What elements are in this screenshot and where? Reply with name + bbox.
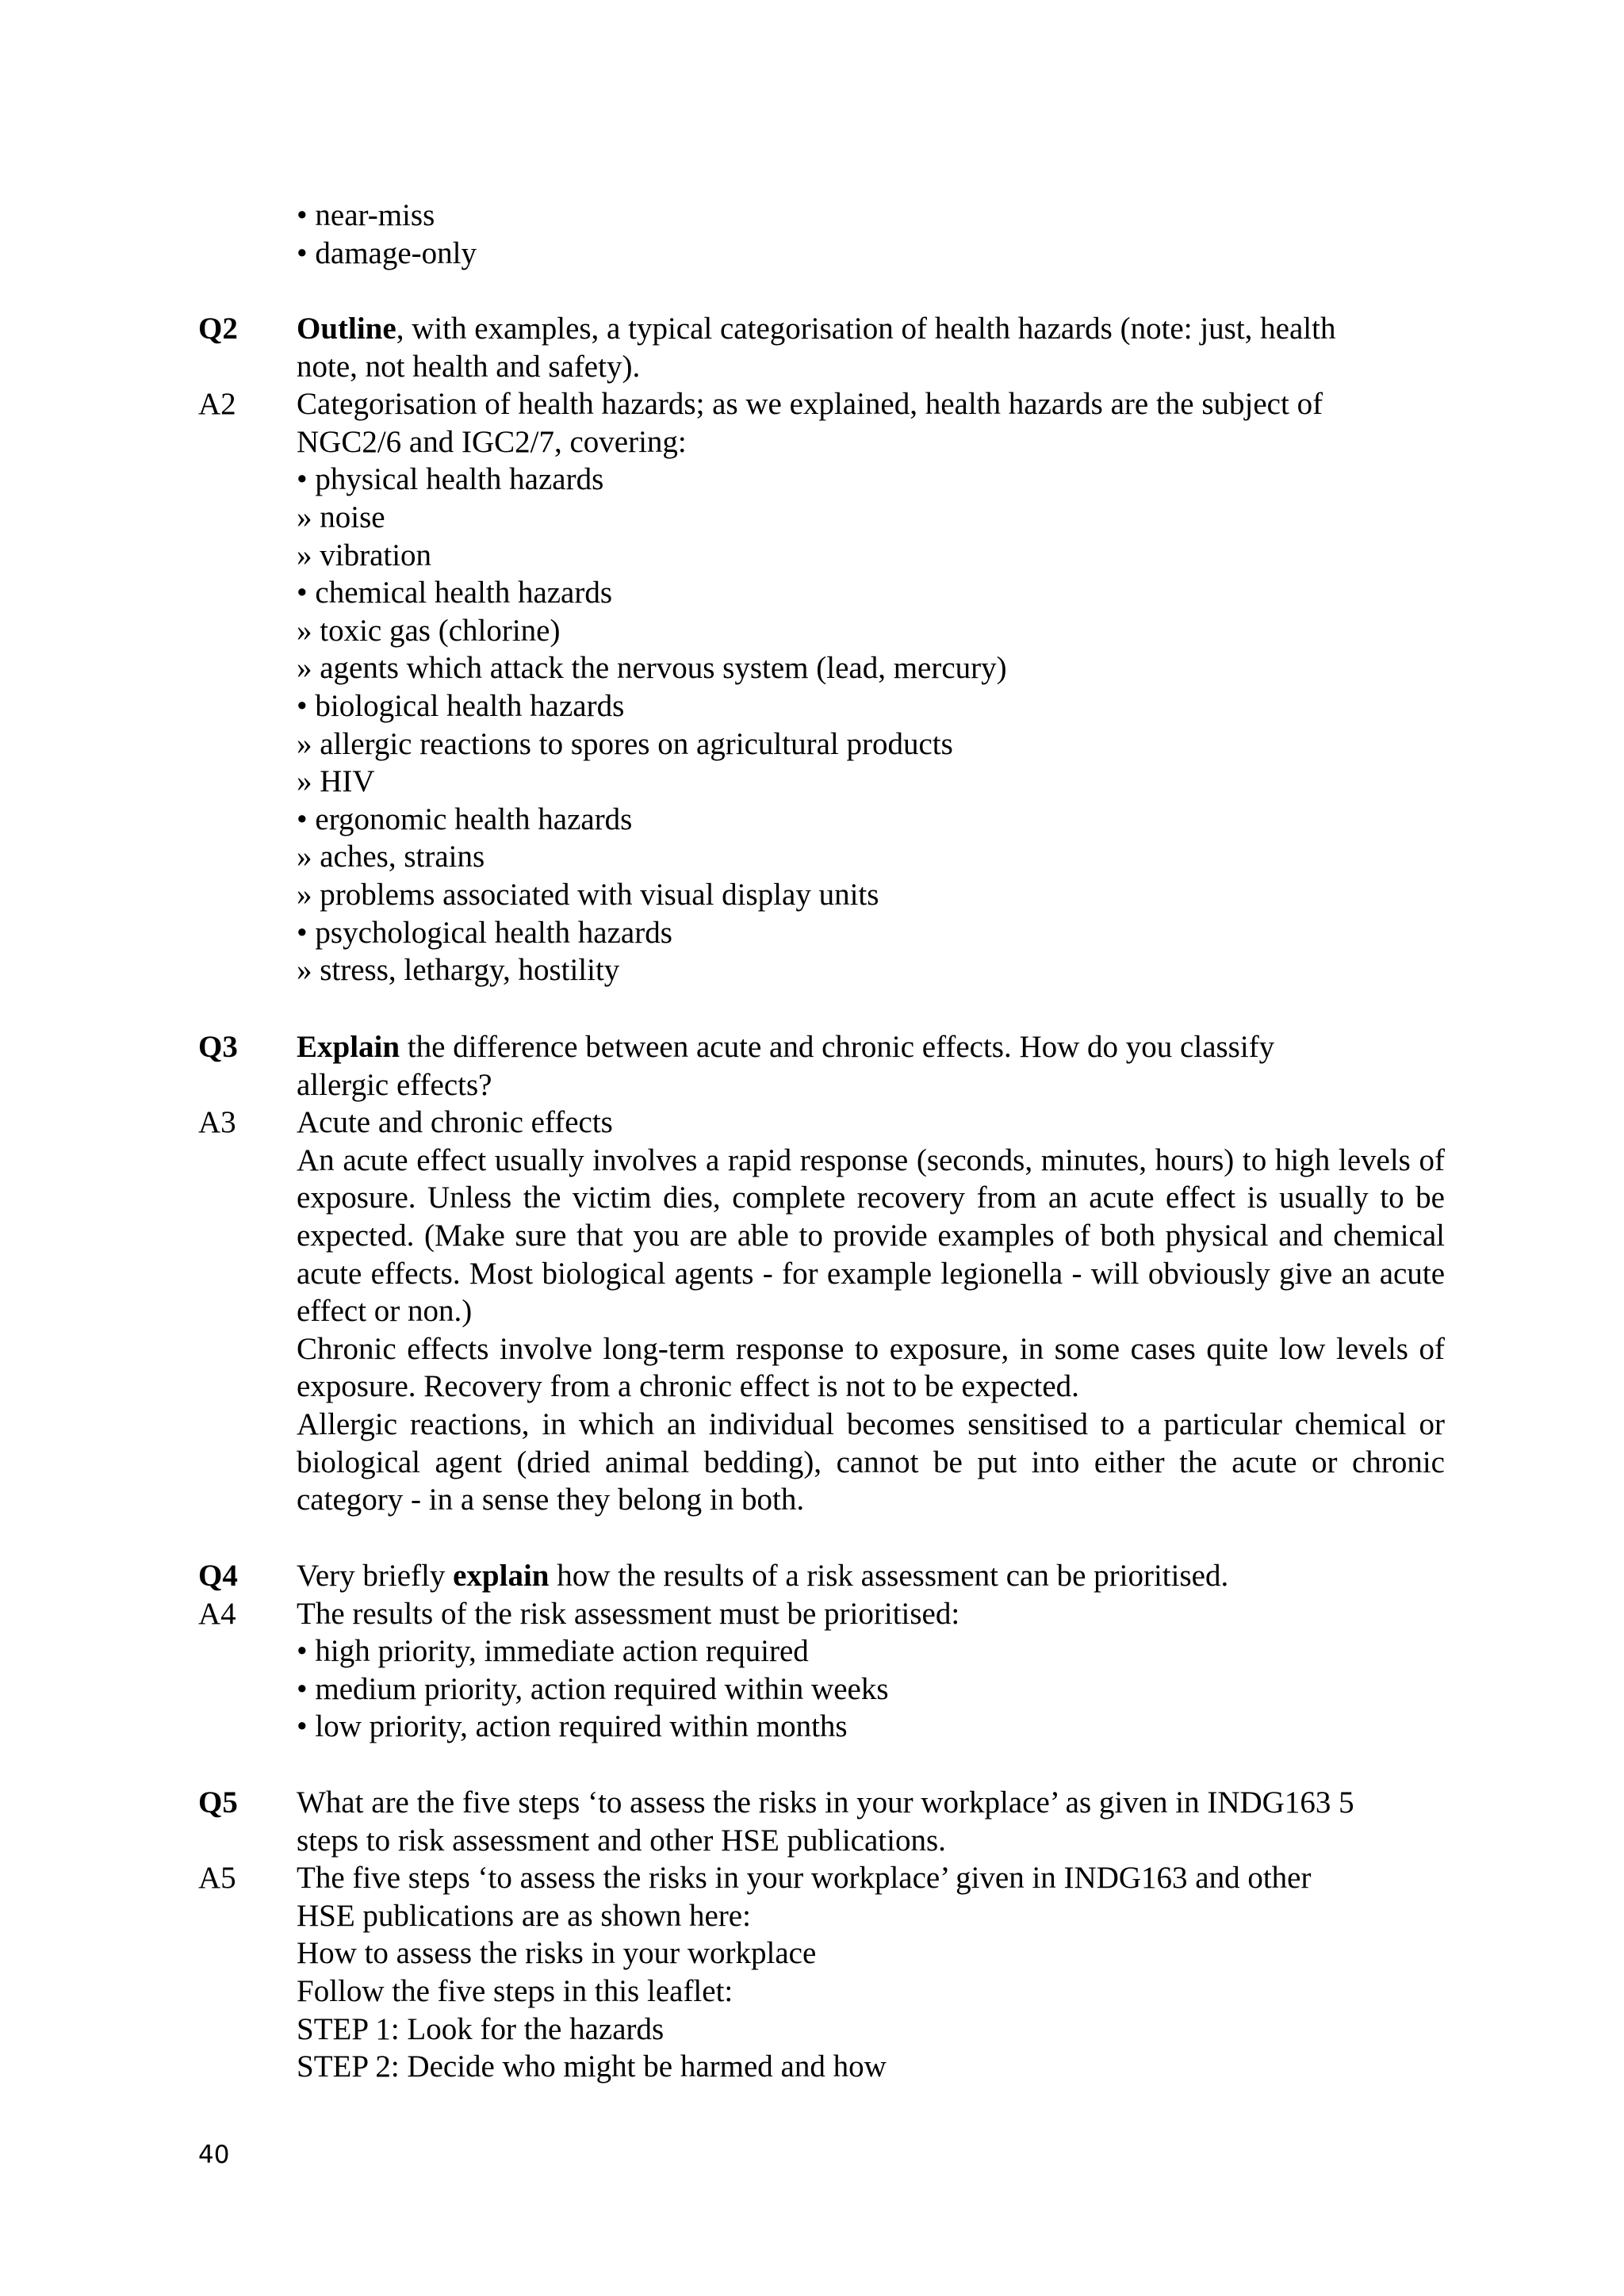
question-label: Q3 [198,1030,238,1064]
intro-block [198,197,1445,272]
answer-a4 [198,1595,1445,1746]
question-q3 [198,1028,1445,1104]
answer-line: NGC2/6 and IGC2/7, covering: [297,424,687,459]
answer-text [297,385,1445,989]
answer-line: » agents which attack the nervous system (lead, mercury) [297,651,1007,686]
q2-a2-block [198,310,1445,989]
answer-label: A2 [198,387,236,422]
question-text [297,1784,1445,1859]
q3-a3-block [198,1028,1445,1519]
answer-line: » toxic gas (chlorine) [297,613,561,648]
answer-line: • psychological health hazards [297,915,672,950]
question-label: Q4 [198,1559,238,1593]
answer-a5 [198,1859,1445,2086]
question-q2 [198,310,1445,385]
q4-a4-block [198,1557,1445,1746]
intro-content [297,197,1445,272]
answer-line: » stress, lethargy, hostility [297,953,620,988]
question-keyword: Outline [297,312,396,346]
question-text [297,1028,1445,1104]
answer-paragraph: Allergic reactions, in which an individual becomes sensitised to a particular chemical or biological agent (dried animal bedding), cannot be put into either the acute or chronic category - in a sense they belong in both. [297,1406,1445,1517]
question-line-rest: the difference between acute and chronic effects. How do you classify [400,1030,1275,1064]
answer-line: The five steps ‘to assess the risks in your workplace’ given in INDG163 and other [297,1861,1312,1896]
question-line: steps to risk assessment and other HSE publications. [297,1823,946,1858]
answer-a3 [198,1104,1445,1519]
answer-line: • biological health hazards [297,688,625,723]
answer-line: • low priority, action required within months [297,1709,848,1744]
question-line-post: how the results of a risk assessment can be prioritised. [549,1559,1229,1593]
question-line [297,1028,1445,1066]
intro-item: • damage-only [297,235,477,270]
answer-text [297,1859,1445,2086]
answer-line: HSE publications are as shown here: [297,1898,751,1933]
answer-line: » HIV [297,764,375,799]
answer-line: » noise [297,499,385,534]
answer-line: • physical health hazards [297,462,604,497]
intro-row [198,197,1445,272]
question-line-pre: Very briefly [297,1559,454,1593]
question-q4 [198,1557,1445,1595]
answer-line: • ergonomic health hazards [297,802,633,836]
answer-line: » problems associated with visual display units [297,877,879,912]
answer-line: STEP 1: Look for the hazards [297,2011,665,2046]
answer-line: » allergic reactions to spores on agricultural products [297,726,953,761]
answer-text [297,1104,1445,1519]
intro-item: • near-miss [297,198,435,232]
answer-line: • medium priority, action required within weeks [297,1671,889,1706]
answer-label: A5 [198,1861,236,1896]
answer-line: » aches, strains [297,840,485,874]
question-keyword: explain [453,1559,550,1593]
question-line [297,310,1445,348]
answer-line: » vibration [297,538,432,572]
question-keyword: Explain [297,1030,400,1064]
answer-line: How to assess the risks in your workplace [297,1936,817,1971]
answer-label: A4 [198,1596,236,1631]
answer-paragraph: An acute effect usually involves a rapid response (seconds, minutes, hours) to high levels of exposure. Unless the victim dies, complete recovery from an acute effect is usually to be expected. (Make sure that you are able to provide examples of both physical and chemical acute effects. Most biological agents - for example legionella - will obviously give an acute effect or non.) [297,1142,1445,1329]
question-label: Q2 [198,312,238,346]
answer-line: The results of the risk assessment must be prioritised: [297,1596,960,1631]
question-text [297,1557,1445,1595]
question-line: What are the five steps ‘to assess the risks in your workplace’ as given in INDG163 5 [297,1785,1354,1820]
answer-paragraph: Chronic effects involve long-term response to exposure, in some cases quite low levels of exposure. Recovery from a chronic effect is not to be expected. [297,1331,1445,1404]
question-label: Q5 [198,1785,238,1820]
answer-line: STEP 2: Decide who might be harmed and how [297,2049,887,2084]
answer-line: Follow the five steps in this leaflet: [297,1973,733,2008]
answer-line: • chemical health hazards [297,576,613,610]
page-number: 40 [198,2141,230,2169]
answer-heading: Acute and chronic effects [297,1105,613,1140]
question-q5 [198,1784,1445,1859]
question-line-rest: , with examples, a typical categorisation of health hazards (note: just, health [396,312,1336,346]
answer-line: Categorisation of health hazards; as we explained, health hazards are the subject of [297,387,1323,422]
answer-label: A3 [198,1105,236,1140]
q5-a5-block [198,1784,1445,2086]
answer-a2 [198,385,1445,989]
answer-line: • high priority, immediate action required [297,1634,809,1669]
question-line: allergic effects? [297,1067,492,1102]
question-text [297,310,1445,385]
question-line: note, not health and safety). [297,349,641,384]
question-line [297,1557,1445,1595]
answer-text [297,1595,1445,1746]
